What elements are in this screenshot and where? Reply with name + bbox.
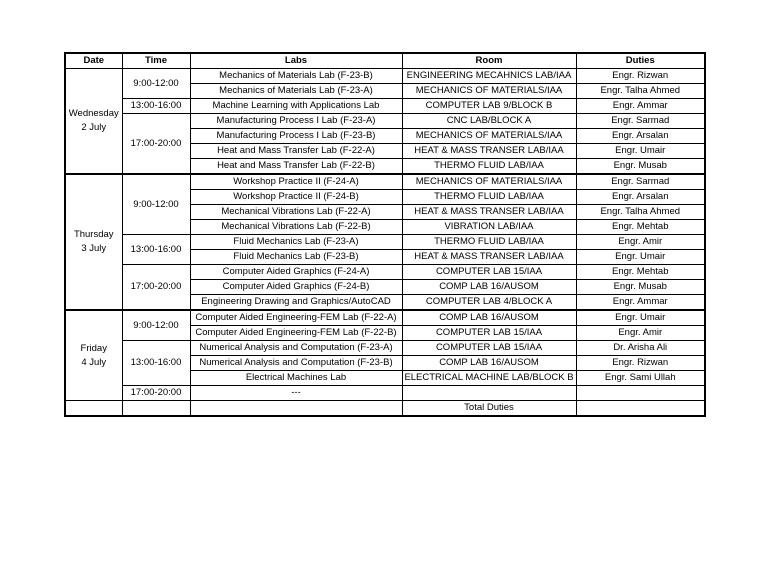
header-row xyxy=(65,53,705,69)
lab-cell: Fluid Mechanics Lab (F-23-B) xyxy=(190,250,402,265)
time-slot-cell: 13:00-16:00 xyxy=(122,341,190,386)
schedule-row xyxy=(65,174,705,190)
time-slot-cell: 9:00-12:00 xyxy=(122,69,190,99)
lab-cell: Heat and Mass Transfer Lab (F-22-A) xyxy=(190,144,402,159)
lab-cell: Mechanics of Materials Lab (F-23-B) xyxy=(190,69,402,84)
time-slot-cell: 9:00-12:00 xyxy=(122,310,190,341)
schedule-row xyxy=(65,114,705,129)
total-empty-labs xyxy=(190,401,402,417)
day-date-line: Friday xyxy=(80,342,107,354)
schedule-row xyxy=(65,386,705,401)
lab-cell: Mechanical Vibrations Lab (F-22-A) xyxy=(190,205,402,220)
time-slot-cell: 13:00-16:00 xyxy=(122,99,190,114)
schedule-row xyxy=(65,235,705,250)
room-cell xyxy=(402,386,576,401)
total-duties-row xyxy=(65,401,705,417)
duty-cell: Engr. Amir xyxy=(576,326,705,341)
day-date-line: 2 July xyxy=(81,122,107,133)
lab-cell: Manufacturing Process I Lab (F-23-B) xyxy=(190,129,402,144)
room-cell: COMPUTER LAB 4/BLOCK A xyxy=(402,295,576,311)
time-slot-cell: 9:00-12:00 xyxy=(122,174,190,235)
lab-cell: Machine Learning with Applications Lab xyxy=(190,99,402,114)
duty-cell: Dr. Arisha Ali xyxy=(576,341,705,356)
lab-cell: --- xyxy=(190,386,402,401)
room-cell: VIBRATION LAB/IAA xyxy=(402,220,576,235)
day-date-cell xyxy=(65,310,122,401)
day-date-line: 3 July xyxy=(81,243,107,254)
duty-cell: Engr. Ammar xyxy=(576,99,705,114)
duty-cell: Engr. Umair xyxy=(576,310,705,326)
lab-cell: Manufacturing Process I Lab (F-23-A) xyxy=(190,114,402,129)
day-date-line: 4 July xyxy=(81,356,107,368)
duty-cell: Engr. Musab xyxy=(576,159,705,175)
lab-cell: Numerical Analysis and Computation (F-23-B) xyxy=(190,356,402,371)
room-cell: THERMO FLUID LAB/IAA xyxy=(402,159,576,175)
time-slot-cell: 17:00-20:00 xyxy=(122,265,190,311)
room-cell: ENGINEERING MECAHNICS LAB/IAA xyxy=(402,69,576,84)
room-cell: HEAT & MASS TRANSER LAB/IAA xyxy=(402,205,576,220)
time-slot-cell: 17:00-20:00 xyxy=(122,386,190,401)
room-cell: THERMO FLUID LAB/IAA xyxy=(402,190,576,205)
room-cell: COMPUTER LAB 15/IAA xyxy=(402,265,576,280)
room-cell: THERMO FLUID LAB/IAA xyxy=(402,235,576,250)
total-duties-value xyxy=(576,401,705,417)
lab-schedule-table xyxy=(64,52,706,417)
total-empty-time xyxy=(122,401,190,417)
duty-cell xyxy=(576,386,705,401)
time-slot-cell: 17:00-20:00 xyxy=(122,114,190,175)
room-cell: MECHANICS OF MATERIALS/IAA xyxy=(402,129,576,144)
duty-cell: Engr. Musab xyxy=(576,280,705,295)
room-cell: COMPUTER LAB 15/IAA xyxy=(402,326,576,341)
duty-cell: Engr. Sarmad xyxy=(576,174,705,190)
room-cell: COMPUTER LAB 9/BLOCK B xyxy=(402,99,576,114)
header-duties: Duties xyxy=(576,53,705,69)
total-duties-label: Total Duties xyxy=(402,401,576,417)
schedule-row xyxy=(65,341,705,356)
room-cell: HEAT & MASS TRANSER LAB/IAA xyxy=(402,250,576,265)
lab-cell: Computer Aided Engineering-FEM Lab (F-22-B) xyxy=(190,326,402,341)
lab-cell: Electrical Machines Lab xyxy=(190,371,402,386)
schedule-row xyxy=(65,69,705,84)
schedule-row xyxy=(65,265,705,280)
room-cell: COMP LAB 16/AUSOM xyxy=(402,356,576,371)
duty-cell: Engr. Umair xyxy=(576,250,705,265)
duty-cell: Engr. Talha Ahmed xyxy=(576,84,705,99)
day-date-cell xyxy=(65,69,122,175)
duty-cell: Engr. Mehtab xyxy=(576,265,705,280)
header-date: Date xyxy=(65,53,122,69)
lab-cell: Computer Aided Engineering-FEM Lab (F-22-A) xyxy=(190,310,402,326)
duty-cell: Engr. Arsalan xyxy=(576,190,705,205)
lab-cell: Computer Aided Graphics (F-24-B) xyxy=(190,280,402,295)
duty-cell: Engr. Rizwan xyxy=(576,356,705,371)
lab-cell: Numerical Analysis and Computation (F-23-A) xyxy=(190,341,402,356)
day-date-line: Wednesday xyxy=(68,108,119,119)
lab-cell: Fluid Mechanics Lab (F-23-A) xyxy=(190,235,402,250)
lab-cell: Engineering Drawing and Graphics/AutoCAD xyxy=(190,295,402,311)
duty-cell: Engr. Ammar xyxy=(576,295,705,311)
room-cell: CNC LAB/BLOCK A xyxy=(402,114,576,129)
duty-cell: Engr. Sarmad xyxy=(576,114,705,129)
duty-cell: Engr. Talha Ahmed xyxy=(576,205,705,220)
duty-cell: Engr. Mehtab xyxy=(576,220,705,235)
schedule-row xyxy=(65,310,705,326)
room-cell: ELECTRICAL MACHINE LAB/BLOCK B xyxy=(402,371,576,386)
schedule-row xyxy=(65,99,705,114)
header-labs: Labs xyxy=(190,53,402,69)
duty-cell: Engr. Arsalan xyxy=(576,129,705,144)
room-cell: COMPUTER LAB 15/IAA xyxy=(402,341,576,356)
room-cell: MECHANICS OF MATERIALS/IAA xyxy=(402,174,576,190)
room-cell: COMP LAB 16/AUSOM xyxy=(402,280,576,295)
lab-cell: Mechanical Vibrations Lab (F-22-B) xyxy=(190,220,402,235)
time-slot-cell: 13:00-16:00 xyxy=(122,235,190,265)
duty-cell: Engr. Umair xyxy=(576,144,705,159)
lab-cell: Computer Aided Graphics (F-24-A) xyxy=(190,265,402,280)
total-empty-date xyxy=(65,401,122,417)
lab-cell: Mechanics of Materials Lab (F-23-A) xyxy=(190,84,402,99)
header-time: Time xyxy=(122,53,190,69)
room-cell: HEAT & MASS TRANSER LAB/IAA xyxy=(402,144,576,159)
room-cell: COMP LAB 16/AUSOM xyxy=(402,310,576,326)
header-room: Room xyxy=(402,53,576,69)
lab-cell: Workshop Practice II (F-24-A) xyxy=(190,174,402,190)
day-date-cell xyxy=(65,174,122,310)
duty-cell: Engr. Sami Ullah xyxy=(576,371,705,386)
room-cell: MECHANICS OF MATERIALS/IAA xyxy=(402,84,576,99)
schedule-body xyxy=(65,69,705,401)
duty-cell: Engr. Rizwan xyxy=(576,69,705,84)
duty-cell: Engr. Amir xyxy=(576,235,705,250)
day-date-line: Thursday xyxy=(73,229,114,240)
lab-cell: Workshop Practice II (F-24-B) xyxy=(190,190,402,205)
lab-cell: Heat and Mass Transfer Lab (F-22-B) xyxy=(190,159,402,175)
